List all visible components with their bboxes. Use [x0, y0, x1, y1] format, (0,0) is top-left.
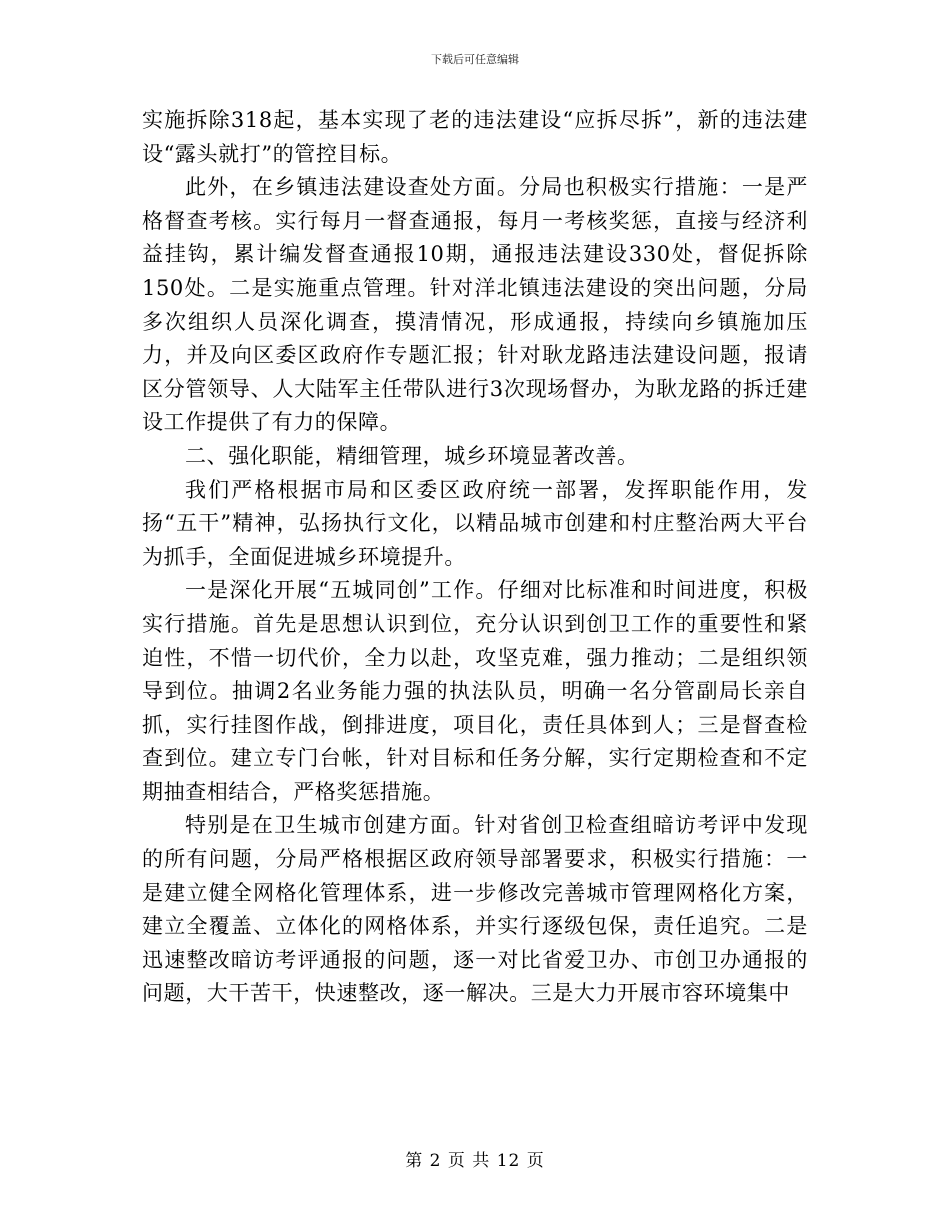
- paragraph-6: 特别是在卫生城市创建方面。针对省创卫检查组暗访考评中发现的所有问题，分局严格根据区政府领导部署要求，积极实行措施：一是建立健全网格化管理体系，进一步修改完善城市管理网格化方案，建立全覆盖、立体化的网格体系，并实行逐级包保，责任追究。二是迅速整改暗访考评通报的问题，逐一对比省爱卫办、市创卫办通报的问题，大干苦干，快速整改，逐一解决。三是大力开展市容环境集中: [142, 813, 808, 1006]
- page-header-note: 下载后可任意编辑: [431, 53, 519, 66]
- paragraph-2: 此外，在乡镇违法建设查处方面。分局也积极实行措施：一是严格督查考核。实行每月一督查通报，每月一考核奖惩，直接与经济利益挂钩，累计编发督查通报10期，通报违法建设330处，督促拆除150处。二是实施重点管理。针对洋北镇违法建设的突出问题，分局多次组织人员深化调查，摸清情况，形成通报，持续向乡镇施加压力，并及向区委区政府作专题汇报；针对耿龙路违法建设问题，报请区分管领导、人大陆军主任带队进行3次现场督办，为耿龙路的拆迁建设工作提供了有力的保障。: [142, 175, 808, 435]
- section-heading-2: 二、强化职能，精细管理，城乡环境显著改善。: [185, 443, 639, 468]
- paragraph-4: 我们严格根据市局和区委区政府统一部署，发挥职能作用，发扬“五干”精神，弘扬执行文化，以精品城市创建和村庄整治两大平台为抓手，全面促进城乡环境提升。: [142, 477, 808, 569]
- document-body: [142, 104, 808, 1011]
- paragraph-5: 一是深化开展“五城同创”工作。仔细对比标准和时间进度，积极实行措施。首先是思想认识到位，充分认识到创卫工作的重要性和紧迫性，不惜一切代价，全力以赴，攻坚克难，强力推动；二是组织领导到位。抽调2名业务能力强的执法队员，明确一名分管副局长亲自抓，实行挂图作战，倒排进度，项目化，责任具体到人；三是督查检查到位。建立专门台帐，针对目标和任务分解，实行定期检查和不定期抽查相结合，严格奖惩措施。: [142, 578, 808, 804]
- paragraph-1: 实施拆除318起，基本实现了老的违法建设“应拆尽拆”，新的违法建设“露头就打”的管控目标。: [142, 108, 808, 166]
- page-number: 第 2 页 共 12 页: [405, 1151, 545, 1171]
